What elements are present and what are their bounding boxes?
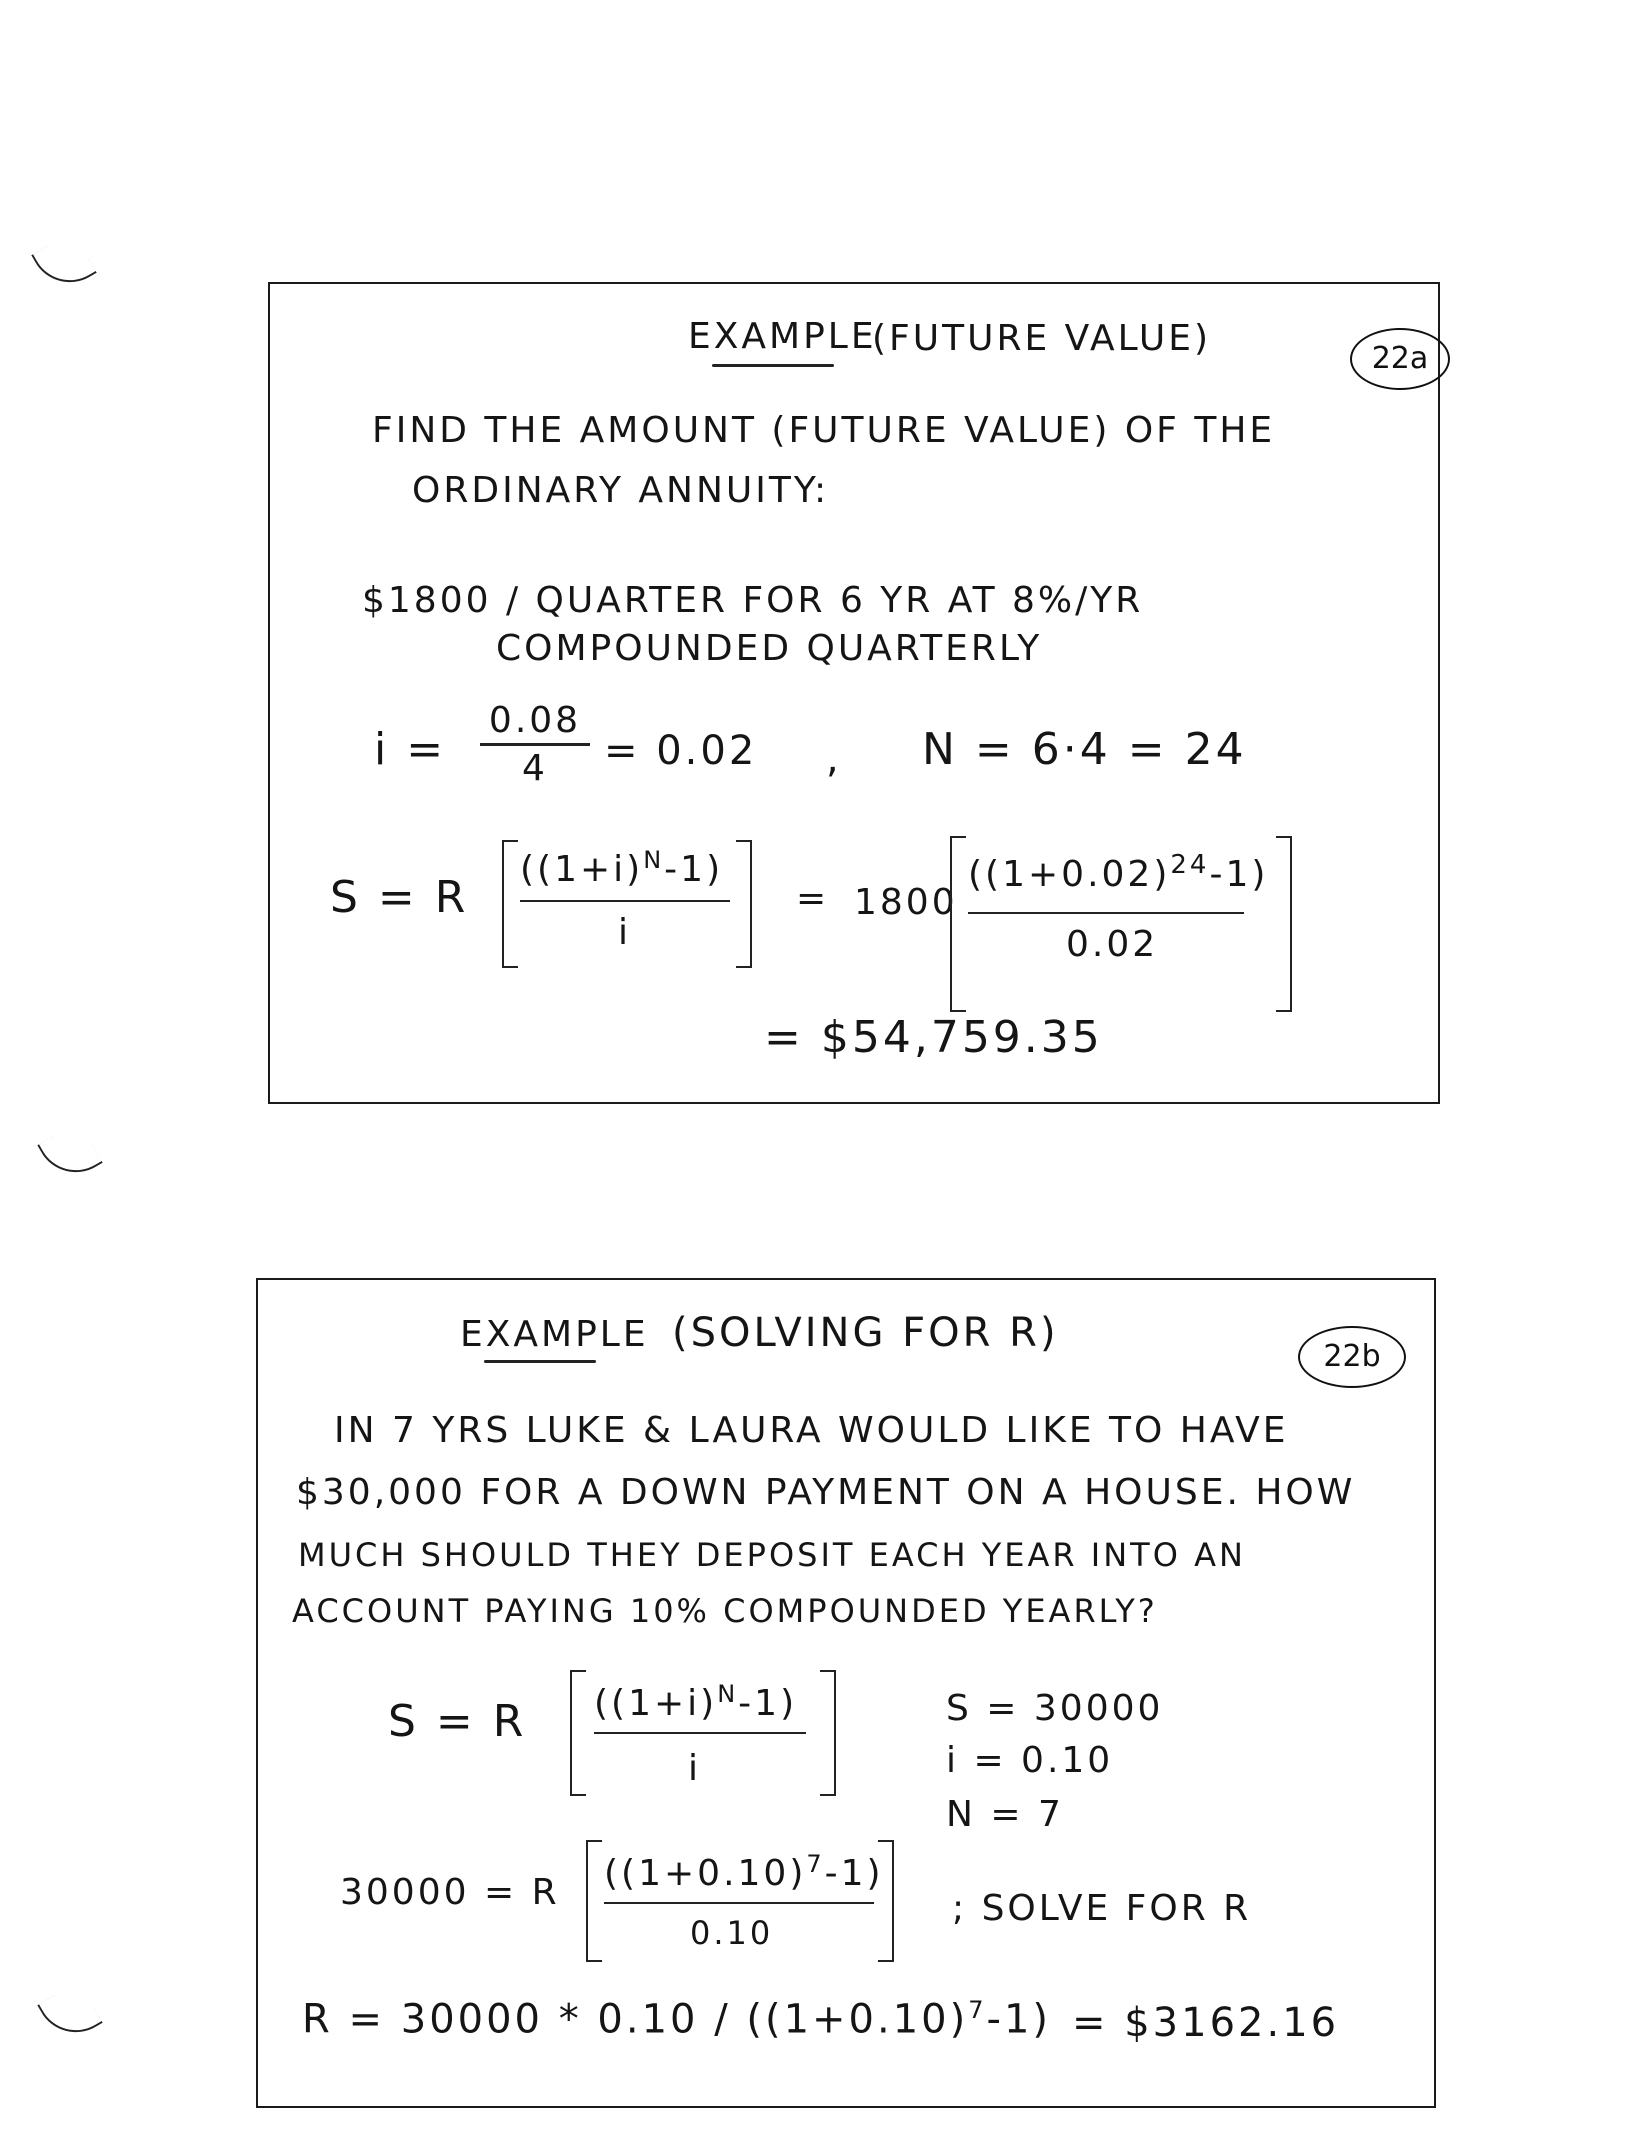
formula-exponent-b: N: [717, 1680, 739, 1708]
formula-denominator: i: [618, 912, 632, 953]
right-bracket-2: [1276, 836, 1292, 1012]
slide-22a-title: EXAMPLE: [688, 316, 877, 357]
final-formula-exponent: 7: [968, 1996, 987, 2024]
slide-22a-line2: ORDINARY ANNUITY:: [412, 470, 830, 511]
slide-22b-title-paren: (SOLVING FOR R): [672, 1310, 1059, 1356]
separator: ,: [826, 736, 842, 782]
i-denominator: 4: [522, 748, 548, 789]
i-numerator: 0.08: [488, 700, 582, 741]
numeric-num-tail-b: -1): [824, 1853, 884, 1894]
slide-22a: [268, 282, 1440, 1104]
formula-fraction-bar-b: [594, 1732, 806, 1734]
binder-hole-middle: [37, 1121, 103, 1187]
numeric-denominator: 0.02: [1066, 924, 1159, 965]
binder-hole-bottom: [37, 1981, 103, 2047]
formula-num-tail-b: -1): [738, 1683, 798, 1724]
title-underline: [712, 364, 834, 367]
slide-22a-result: = $54,759.35: [764, 1012, 1103, 1063]
numeric-exponent: 24: [1170, 850, 1210, 880]
right-bracket: [736, 840, 752, 968]
i-fraction: [480, 700, 590, 789]
numeric-numerator: [968, 850, 1268, 895]
numeric-denominator-b: 0.10: [690, 1914, 774, 1952]
formula-denominator-b: i: [688, 1748, 702, 1789]
final-formula-base: R = 30000 * 0.10 / ((1+0.10): [302, 1996, 969, 2043]
slide-22b-line3: MUCH SHOULD THEY DEPOSIT EACH YEAR INTO AN: [298, 1536, 1246, 1574]
i-result: = 0.02: [604, 728, 758, 774]
s-formula-label: S = R: [330, 872, 469, 923]
numeric-fraction-bar-b: [604, 1902, 874, 1904]
slide-22b-line1: IN 7 YRS LUKE & LAURA WOULD LIKE TO HAVE: [334, 1410, 1289, 1451]
numeric-num-base-b: ((1+0.10): [604, 1853, 807, 1894]
slide-22b-line2: $30,000 FOR A DOWN PAYMENT ON A HOUSE. HOW: [296, 1472, 1356, 1513]
numeric-numerator-b: [604, 1850, 884, 1894]
left-bracket-b: [570, 1670, 586, 1796]
i-label: i =: [374, 724, 447, 775]
numeric-num-base: ((1+0.02): [968, 854, 1171, 895]
formula-fraction-bar: [520, 900, 730, 902]
formula-exponent: N: [643, 846, 665, 874]
slide-22b-line4: ACCOUNT PAYING 10% COMPOUNDED YEARLY?: [292, 1592, 1158, 1630]
formula-num-tail: -1): [664, 849, 724, 890]
r-value: 1800: [854, 882, 958, 923]
slide-22a-line1: FIND THE AMOUNT (FUTURE VALUE) OF THE: [372, 410, 1276, 451]
left-bracket: [502, 840, 518, 968]
slide-22a-badge: 22a: [1350, 328, 1450, 390]
formula-numerator: [520, 846, 723, 890]
right-bracket-b: [820, 1670, 836, 1796]
formula-num-base: ((1+i): [520, 849, 644, 890]
title-underline-b: [484, 1360, 596, 1363]
given-n: N = 7: [946, 1794, 1064, 1835]
left-bracket-b2: [586, 1840, 602, 1962]
s-formula-label-b: S = R: [388, 1696, 527, 1747]
slide-22a-line3: $1800 / QUARTER FOR 6 YR AT 8%/YR: [362, 580, 1144, 621]
slide-22a-title-paren: (FUTURE VALUE): [872, 318, 1211, 359]
numeric-num-tail: -1): [1209, 854, 1269, 895]
solve-for-r: ; SOLVE FOR R: [952, 1888, 1252, 1929]
numeric-fraction-bar: [968, 912, 1244, 914]
given-s: S = 30000: [946, 1688, 1164, 1729]
n-expression: N = 6·4 = 24: [922, 724, 1247, 775]
final-formula-tail: -1): [986, 1996, 1052, 2043]
slide-22b-badge: 22b: [1298, 1326, 1406, 1388]
final-result: = $3162.16: [1072, 2000, 1340, 2046]
binder-hole-top: [31, 231, 97, 297]
final-formula: [302, 1996, 1051, 2042]
equals-sign: =: [796, 878, 830, 919]
left-bracket-2: [950, 836, 966, 1012]
formula-numerator-b: [594, 1680, 797, 1724]
numeric-exponent-b: 7: [806, 1850, 825, 1878]
slide-22b-title: EXAMPLE: [460, 1314, 649, 1355]
eq2-left: 30000 = R: [340, 1872, 560, 1913]
slide-22a-line4: COMPOUNDED QUARTERLY: [496, 628, 1043, 669]
right-bracket-b2: [878, 1840, 894, 1962]
slide-22b: [256, 1278, 1436, 2108]
given-i: i = 0.10: [946, 1740, 1114, 1781]
formula-num-base-b: ((1+i): [594, 1683, 718, 1724]
